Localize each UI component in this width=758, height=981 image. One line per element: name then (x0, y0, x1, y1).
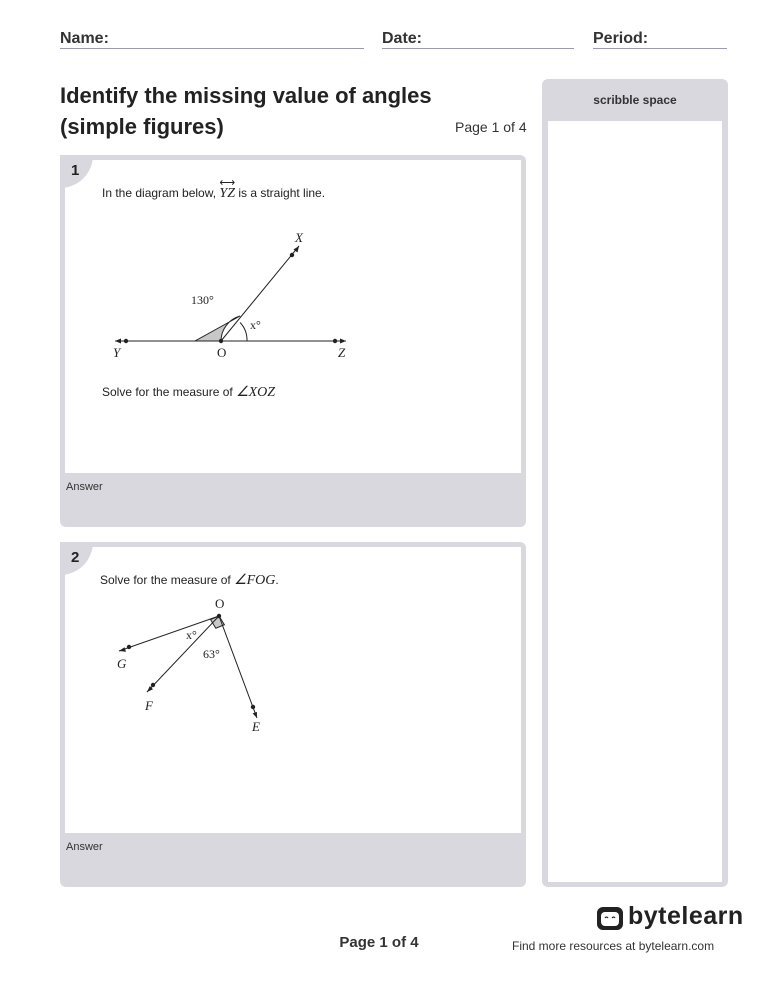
period-line[interactable] (593, 48, 727, 49)
question-2-answer-label: Answer (66, 841, 103, 853)
question-1-answer-area[interactable] (65, 497, 521, 521)
label-o: O (215, 596, 225, 611)
date-label: Date: (382, 30, 423, 47)
label-e: E (252, 719, 260, 734)
angle-x-arc (240, 323, 247, 342)
line-arrow-icon: ⟷ (219, 177, 236, 189)
date-field (382, 30, 422, 48)
period-field (593, 30, 648, 48)
question-1-number: 1 (71, 162, 80, 179)
point-o (219, 339, 223, 343)
scribble-area[interactable] (548, 121, 722, 882)
label-f: F (145, 698, 153, 713)
point-z (333, 339, 337, 343)
question-1-body (65, 160, 521, 473)
label-z: Z (338, 345, 346, 360)
brand-name: bytelearn (628, 902, 744, 930)
label-x: X (295, 230, 303, 245)
point-x (290, 253, 294, 257)
title-line-1: Identify the missing value of angles (60, 83, 432, 108)
question-2-answer-area[interactable] (65, 857, 521, 881)
angle-130-shade (195, 316, 240, 341)
name-label: Name: (60, 30, 109, 47)
q2-angle-name: ∠FOG (234, 573, 276, 588)
point-g (127, 645, 131, 649)
label-o: O (217, 345, 227, 360)
label-y: Y (113, 345, 121, 360)
page-indicator: Page 1 of 4 (455, 119, 527, 135)
bytelearn-logo (596, 902, 744, 934)
ray-oe (219, 616, 257, 718)
ray-og (119, 616, 219, 651)
question-card-2 (60, 542, 526, 887)
z-arrow-icon (340, 339, 346, 344)
name-field (60, 30, 109, 48)
question-2-number: 2 (71, 549, 80, 566)
question-1-diagram (65, 160, 521, 473)
footer-page-number: Page 1 of 4 (339, 934, 419, 951)
point-y (124, 339, 128, 343)
question-1-answer-label: Answer (66, 481, 103, 493)
q1-prompt-prefix: In the diagram below, (102, 186, 217, 200)
label-angle-130: 130° (191, 293, 214, 307)
label-angle-x: x° (186, 628, 197, 642)
scribble-panel (542, 79, 728, 887)
question-1-solve (102, 384, 275, 401)
question-2-body (65, 547, 521, 833)
y-arrow-icon (115, 339, 121, 344)
question-2-diagram (65, 547, 521, 833)
e-arrow-icon (253, 712, 257, 718)
point-e (251, 705, 255, 709)
label-angle-x: x° (250, 318, 261, 332)
point-f (151, 683, 155, 687)
scribble-title: scribble space (593, 93, 677, 107)
worksheet-title (60, 80, 450, 142)
q1-angle-name: ∠XOZ (236, 385, 276, 400)
label-g: G (117, 656, 127, 671)
label-angle-63: 63° (203, 647, 220, 661)
g-arrow-icon (119, 647, 126, 652)
date-line[interactable] (382, 48, 574, 49)
q1-solve-prefix: Solve for the measure of (102, 385, 233, 399)
q1-prompt-suffix: is a straight line. (238, 186, 326, 200)
title-line-2: (simple figures) (60, 114, 224, 139)
question-card-1 (60, 155, 526, 527)
point-o (217, 614, 221, 618)
footer-find-more[interactable]: Find more resources at bytelearn.com (512, 939, 715, 953)
bytelearn-icon (596, 904, 624, 932)
name-line[interactable] (60, 48, 364, 49)
q1-line-name: ⟷ YZ (219, 177, 236, 201)
q2-solve-suffix: . (275, 573, 279, 587)
period-label: Period: (593, 30, 649, 47)
q2-solve-prefix: Solve for the measure of (100, 573, 231, 587)
